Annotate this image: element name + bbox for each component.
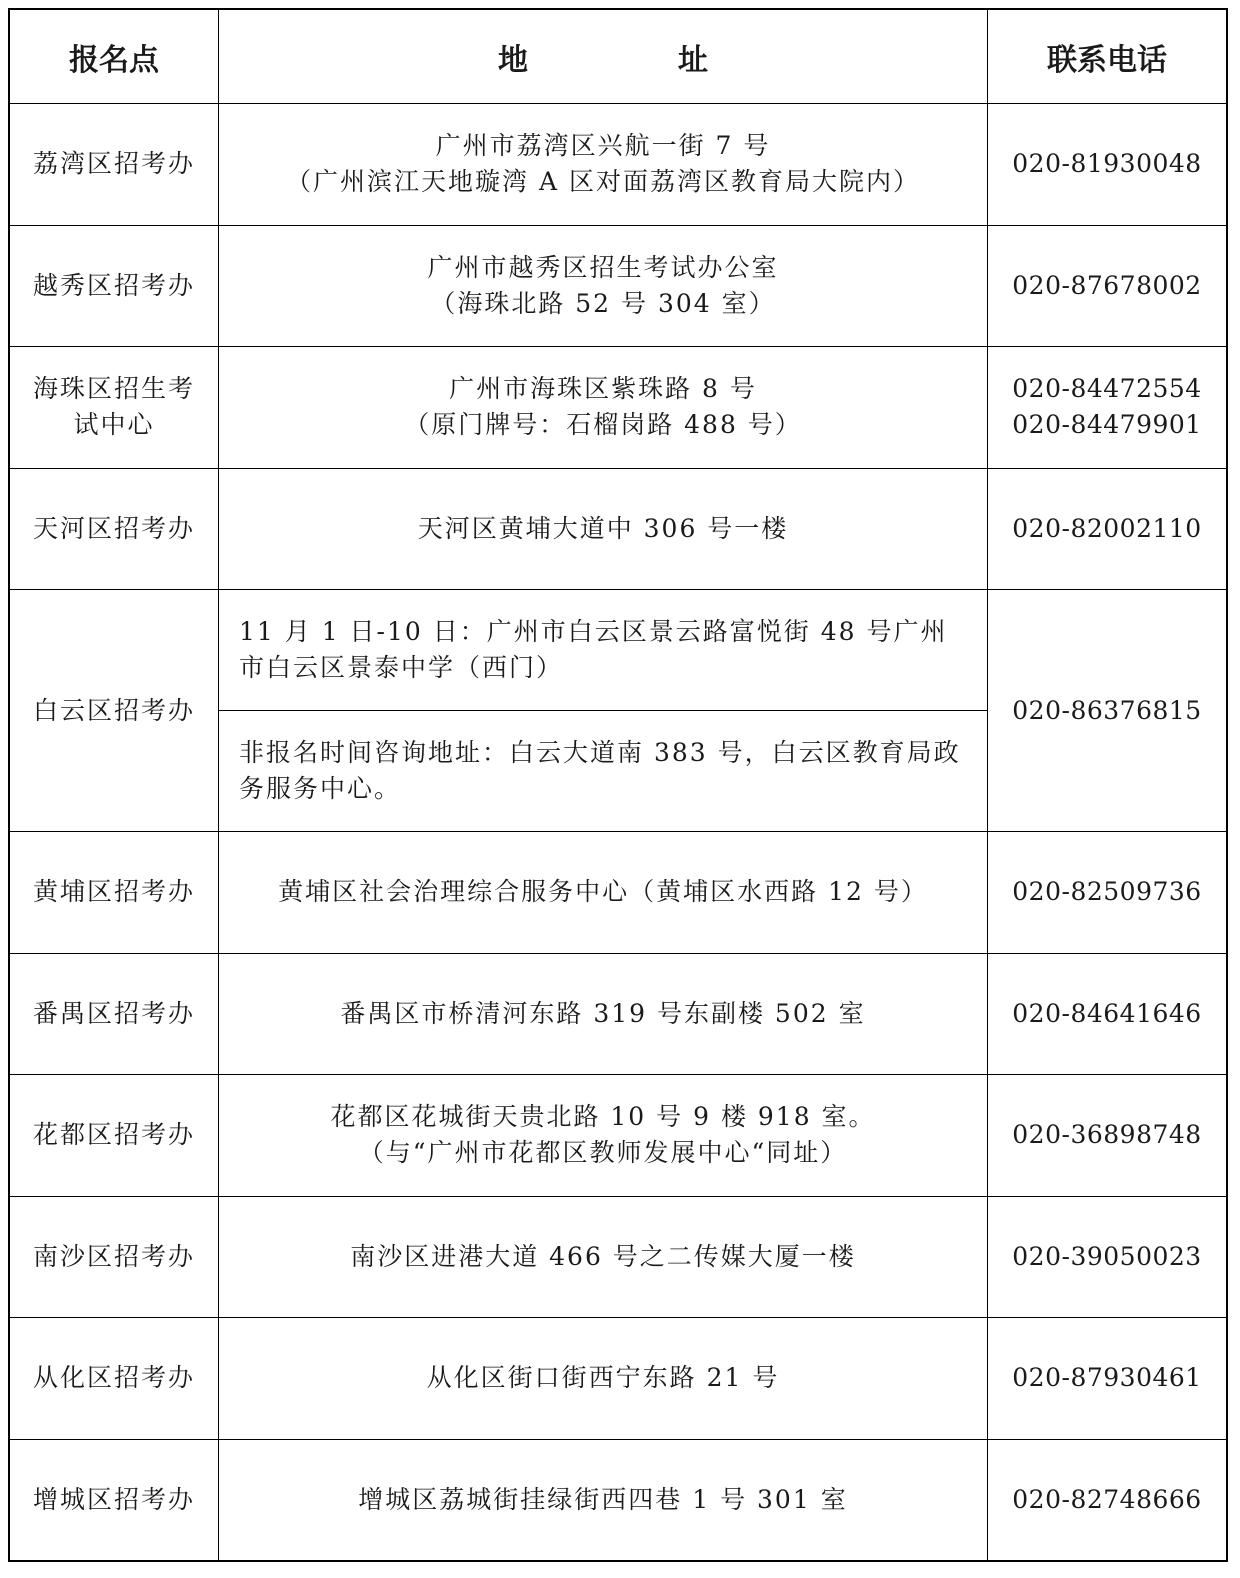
phone-number: 020-84472554 (1012, 374, 1202, 404)
address-line: （与“广州市花都区教师发展中心“同址） (358, 1138, 848, 1168)
address-line: 黄埔区社会治理综合服务中心（黄埔区水西路 12 号） (278, 877, 928, 907)
address-lines (330, 1099, 875, 1171)
address-part: 非报名时间咨询地址：白云大道南 383 号，白云区教育局政务服务中心。 (219, 710, 987, 831)
table-row (10, 1439, 1226, 1561)
address-part: 11 月 1 日-10 日：广州市白云区景云路富悦街 48 号广州市白云区景泰中学（西门） (239, 617, 948, 682)
header-address (219, 10, 988, 103)
table-row (10, 1196, 1226, 1318)
table-row (10, 831, 1226, 953)
registration-point-cell: 越秀区招考办 (10, 226, 219, 347)
phone-list (1012, 1239, 1201, 1275)
phone-cell (988, 1197, 1226, 1318)
phone-number: 020-39050023 (1012, 1241, 1202, 1271)
address-line: 广州市荔湾区兴航一街 7 号 (435, 131, 771, 161)
phone-number: 020-82748666 (1012, 1484, 1202, 1514)
address-cell (219, 469, 988, 590)
address-line: 增城区荔城街挂绿街西四巷 1 号 301 室 (358, 1484, 848, 1514)
address-lines (278, 874, 928, 910)
table-header-row (10, 10, 1226, 103)
header-address-label: 地址 (498, 42, 858, 78)
address-lines (404, 371, 802, 443)
phone-number: 020-84641646 (1012, 998, 1202, 1028)
address-line: 广州市越秀区招生考试办公室 (427, 252, 779, 282)
phone-list (1012, 693, 1201, 729)
address-cell (219, 1075, 988, 1196)
registration-point-cell: 海珠区招生考试中心 (10, 347, 219, 468)
phone-cell (988, 347, 1226, 468)
phone-cell (988, 832, 1226, 953)
registration-point-cell: 黄埔区招考办 (10, 832, 219, 953)
phone-list (1012, 1360, 1201, 1396)
address-line: 从化区街口街西宁东路 21 号 (426, 1363, 780, 1393)
address-lines (418, 511, 789, 547)
table-row (10, 1074, 1226, 1196)
address-line: 花都区花城街天贵北路 10 号 9 楼 918 室。 (330, 1102, 876, 1132)
address-cell (219, 1318, 988, 1439)
phone-cell (988, 104, 1226, 225)
phone-number: 020-81930048 (1012, 149, 1202, 179)
address-line: （原门牌号：石榴岗路 488 号） (404, 410, 802, 440)
address-cell (219, 226, 988, 347)
address-line: （海珠北路 52 号 304 室） (430, 288, 776, 318)
registration-point-cell: 荔湾区招考办 (10, 104, 219, 225)
address-lines (286, 128, 920, 200)
address-lines (358, 1482, 847, 1518)
address-cell (219, 1440, 988, 1561)
phone-list (1012, 268, 1201, 304)
registration-point-cell: 天河区招考办 (10, 469, 219, 590)
address-lines (427, 1360, 780, 1396)
address-cell (219, 590, 988, 831)
table-row (10, 468, 1226, 590)
phone-cell (988, 469, 1226, 590)
address-lines (350, 1239, 856, 1275)
table-body (10, 103, 1226, 1560)
phone-list (1012, 146, 1201, 182)
phone-list (1012, 1482, 1201, 1518)
phone-list (1012, 996, 1201, 1032)
phone-number: 020-84479901 (1012, 410, 1202, 440)
address-line: （广州滨江天地璇湾 A 区对面荔湾区教育局大院内） (286, 167, 920, 197)
address-line: 天河区黄埔大道中 306 号一楼 (417, 513, 789, 543)
phone-cell (988, 954, 1226, 1075)
phone-number: 020-82509736 (1012, 877, 1202, 907)
registration-point-cell: 花都区招考办 (10, 1075, 219, 1196)
address-cell (219, 954, 988, 1075)
address-lines (340, 996, 865, 1032)
phone-cell (988, 1318, 1226, 1439)
registration-point-cell: 从化区招考办 (10, 1318, 219, 1439)
table-row (10, 1317, 1226, 1439)
phone-cell (988, 1440, 1226, 1561)
address-cell (219, 1197, 988, 1318)
table-row (10, 103, 1226, 225)
phone-cell (988, 1075, 1226, 1196)
phone-number: 020-87930461 (1012, 1363, 1202, 1393)
registration-point-cell: 南沙区招考办 (10, 1197, 219, 1318)
phone-number: 020-86376815 (1012, 695, 1202, 725)
registration-point-cell: 白云区招考办 (10, 590, 219, 831)
header-phone: 联系电话 (1047, 42, 1167, 78)
phone-number: 020-36898748 (1012, 1120, 1202, 1150)
address-line: 番禺区市桥清河东路 319 号东副楼 502 室 (340, 998, 866, 1028)
address-cell (219, 347, 988, 468)
phone-list (1012, 511, 1201, 547)
phone-cell (988, 590, 1226, 831)
registration-point-cell: 番禺区招考办 (10, 954, 219, 1075)
address-lines (427, 250, 778, 322)
address-cell (219, 104, 988, 225)
address-cell (219, 832, 988, 953)
phone-number: 020-82002110 (1012, 513, 1202, 543)
registration-point-cell: 增城区招考办 (10, 1440, 219, 1561)
address-line: 广州市海珠区紫珠路 8 号 (449, 374, 757, 404)
phone-number: 020-87678002 (1012, 270, 1202, 300)
header-registration-point: 报名点 (10, 10, 219, 103)
table-row (10, 346, 1226, 468)
phone-list (1012, 874, 1201, 910)
address-line: 南沙区进港大道 466 号之二传媒大厦一楼 (350, 1241, 856, 1271)
phone-cell (988, 226, 1226, 347)
table-row (10, 589, 1226, 831)
registration-table (8, 8, 1228, 1562)
phone-list (1012, 371, 1201, 443)
table-row (10, 953, 1226, 1075)
phone-list (1012, 1117, 1201, 1153)
table-row (10, 225, 1226, 347)
